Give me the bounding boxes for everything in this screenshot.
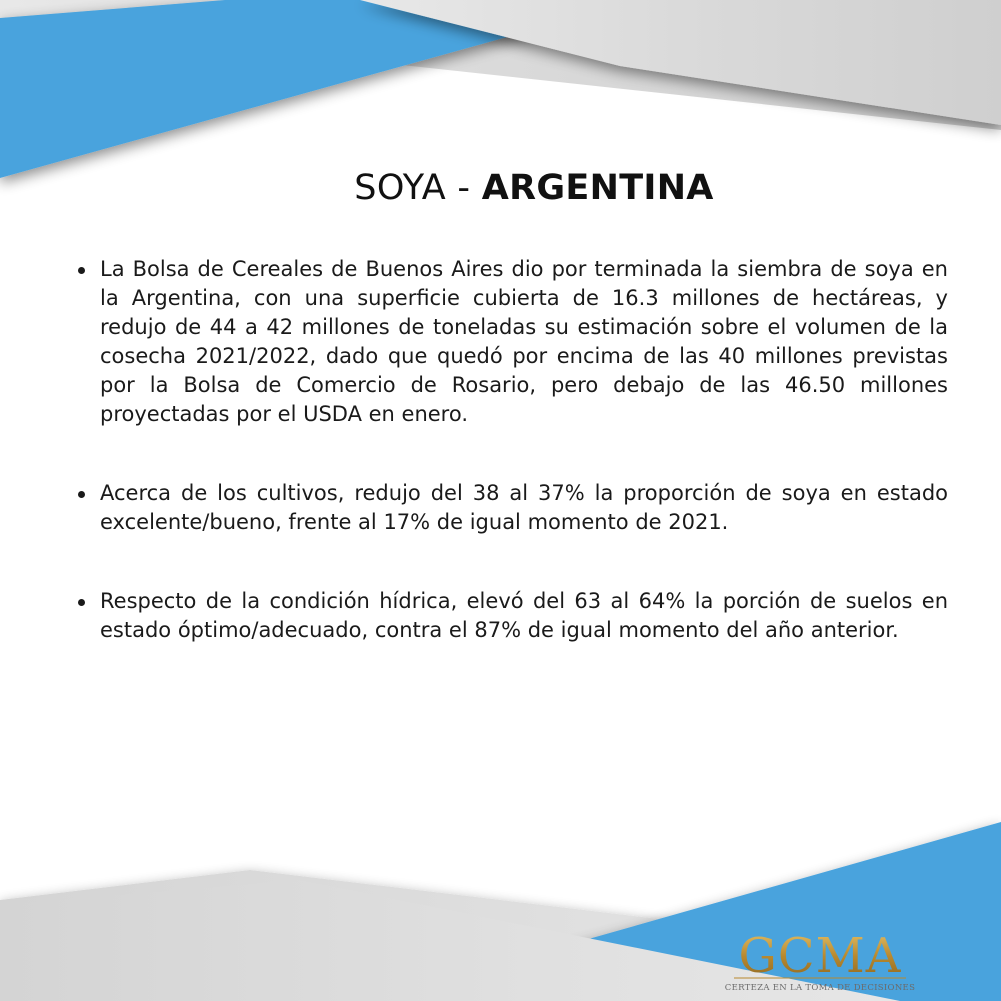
title-light: SOYA - (354, 168, 471, 208)
page-title (0, 168, 1001, 208)
bullet-text: Respecto de la condición hídrica, elevó del 63 al 64% la porción de suelos en estado óptimo/adecuado, contra el 87% de igual momento del año anterior. (100, 589, 948, 642)
title-bold: ARGENTINA (481, 168, 714, 208)
bullet-dot-icon (78, 491, 85, 498)
bullet-list (78, 255, 948, 645)
gcma-logo (720, 922, 920, 1001)
bullet-text: Acerca de los cultivos, redujo del 38 al 37% la proporción de soya en estado excelente/bueno, frente al 17% de igual momento de 2021. (100, 481, 948, 534)
bullet-dot-icon (78, 599, 85, 606)
list-item (78, 255, 948, 429)
bullet-dot-icon (78, 267, 85, 274)
list-item (78, 479, 948, 537)
bullet-text: La Bolsa de Cereales de Buenos Aires dio por terminada la siembra de soya en la Argentina, con una superficie cubierta de 16.3 millones de hectáreas, y redujo de 44 a 42 millones de toneladas su estimación sobre el volumen de la cosecha 2021/2022, dado que quedó por encima de las 40 millones previstas por la Bolsa de Comercio de Rosario, pero debajo de las 46.50 millones proyectadas por el USDA en enero. (100, 257, 948, 426)
logo-tagline: CERTEZA EN LA TOMA DE DECISIONES (724, 983, 916, 993)
logo-wordmark: GCMA (738, 928, 902, 984)
list-item (78, 587, 948, 645)
